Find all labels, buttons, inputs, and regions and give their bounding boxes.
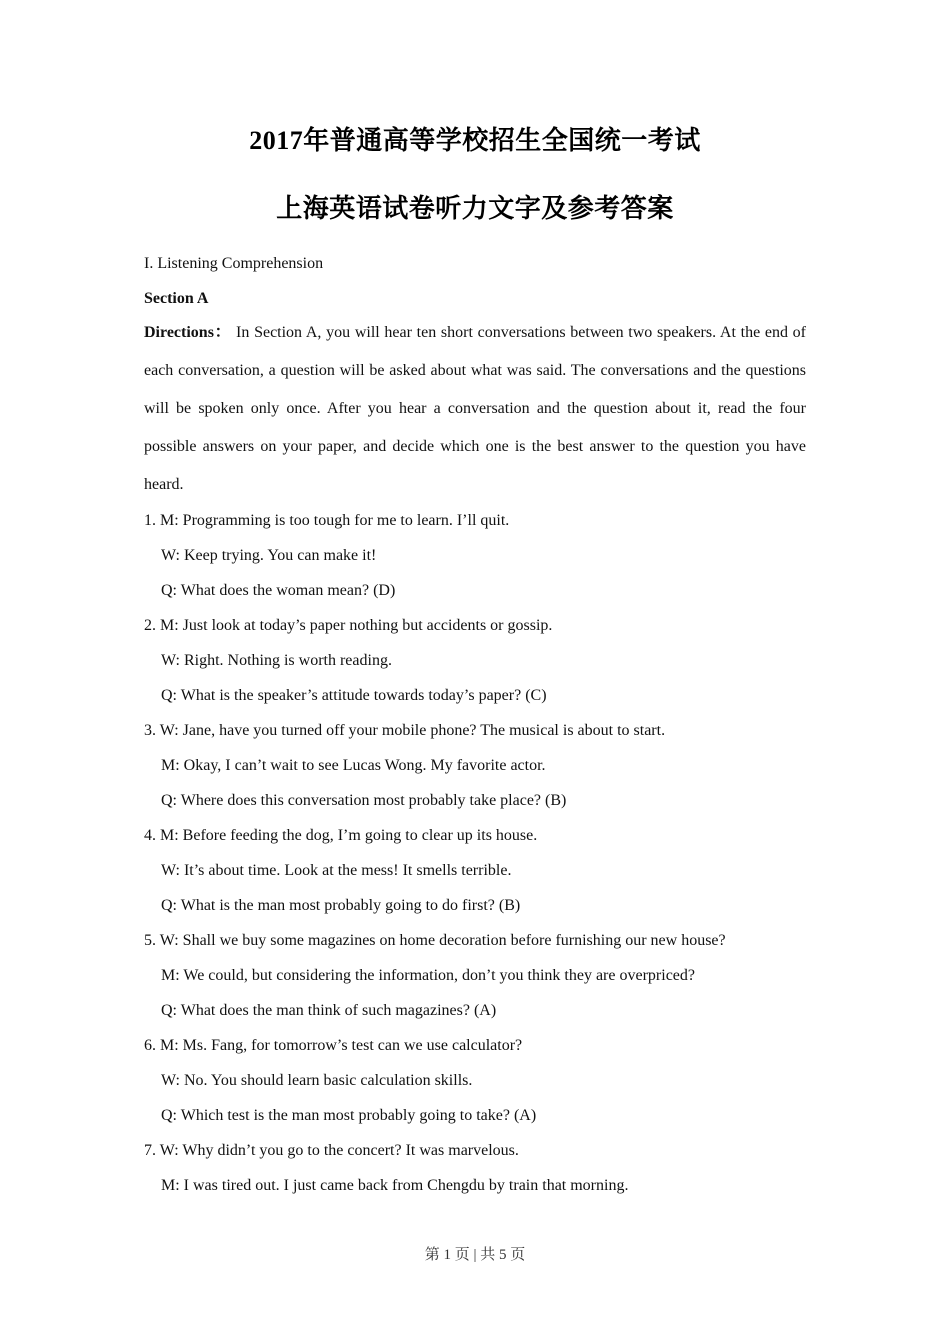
directions-text: In Section A, you will hear ten short conversations between two speakers. At the end of each conversation, a question will be asked about what was said. The conversations and the questions will be spoken only once. After you hear a conversation and the question about it, read the four possible answers on your paper, and decide which one is the best answer to the question you have heard. — [144, 324, 806, 493]
item-2-first: 2. M: Just look at today’s paper nothing but accidents or gossip. — [144, 617, 553, 634]
item-4-second: W: It’s about time. Look at the mess! It smells terrible. — [161, 862, 512, 879]
item-5-question: Q: What does the man think of such magazines? (A) — [161, 1002, 497, 1019]
section-heading: Section A — [144, 290, 209, 307]
document-subtitle: 上海英语试卷听力文字及参考答案 — [276, 194, 674, 223]
item-1-second: W: Keep trying. You can make it! — [161, 547, 377, 564]
item-5-first: 5. W: Shall we buy some magazines on home decoration before furnishing our new house? — [144, 932, 726, 949]
item-3-first: 3. W: Jane, have you turned off your mobile phone? The musical is about to start. — [144, 722, 666, 739]
item-4-question: Q: What is the man most probably going to do first? (B) — [161, 897, 521, 914]
item-6-second: W: No. You should learn basic calculation skills. — [161, 1072, 473, 1089]
item-6-first: 6. M: Ms. Fang, for tomorrow’s test can we use calculator? — [144, 1037, 523, 1054]
item-5-second: M: We could, but considering the information, don’t you think they are overpriced? — [161, 967, 695, 984]
document-title: 2017年普通高等学校招生全国统一考试 — [249, 126, 701, 155]
item-3-second: M: Okay, I can’t wait to see Lucas Wong. My favorite actor. — [161, 757, 546, 774]
item-6-question: Q: Which test is the man most probably going to take? (A) — [161, 1107, 537, 1124]
directions-paragraph — [144, 314, 806, 504]
item-2-second: W: Right. Nothing is worth reading. — [161, 652, 392, 669]
item-2-question: Q: What is the speaker’s attitude towards today’s paper? (C) — [161, 687, 547, 704]
page-footer: 第 1 页 | 共 5 页 — [424, 1247, 526, 1263]
item-4-first: 4. M: Before feeding the dog, I’m going to clear up its house. — [144, 827, 538, 844]
item-7-first: 7. W: Why didn’t you go to the concert? It was marvelous. — [144, 1142, 519, 1159]
item-7-second: M: I was tired out. I just came back from Chengdu by train that morning. — [161, 1177, 629, 1194]
item-3-question: Q: Where does this conversation most probably take place? (B) — [161, 792, 567, 809]
directions-label: Directions： — [144, 324, 232, 341]
item-1-first: 1. M: Programming is too tough for me to learn. I’ll quit. — [144, 512, 510, 529]
item-1-question: Q: What does the woman mean? (D) — [161, 582, 396, 599]
part-heading: I. Listening Comprehension — [144, 255, 324, 272]
